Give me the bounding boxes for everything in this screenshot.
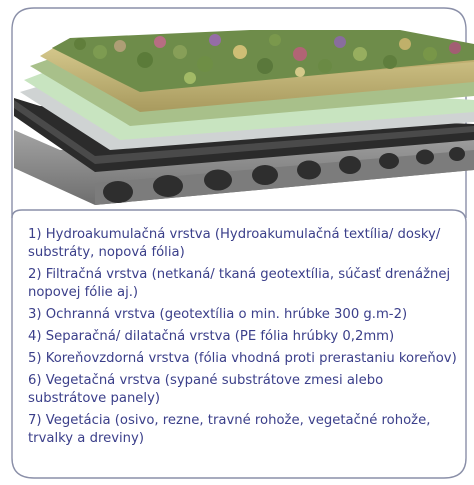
legend-item: 3) Ochranná vrstva (geotextília o min. hrúbke 300 g.m-2)	[28, 307, 408, 322]
legend-item: 4) Separačná/ dilatačná vrstva (PE fólia hrúbky 0,2mm)	[28, 329, 395, 344]
layer-legend	[28, 226, 458, 452]
legend-item: 5) Koreňovzdorná vrstva (fólia vhodná proti prerastaniu koreňov)	[28, 351, 457, 366]
legend-item: 6) Vegetačná vrstva (sypané substrátove zmesi alebo substrátove panely)	[28, 373, 384, 406]
green-roof-cross-section-illustration	[0, 0, 474, 220]
legend-item: 1) Hydroakumulačná vrstva (Hydroakumulačná textília/ dosky/ substráty, nopová fólia)	[28, 227, 441, 260]
legend-item: 2) Filtračná vrstva (netkaná/ tkaná geotextília, súčasť drenážnej nopovej fólie aj.)	[28, 267, 451, 300]
legend-item: 7) Vegetácia (osivo, rezne, travné rohože, vegetačné rohože, trvalky a dreviny)	[28, 413, 431, 446]
